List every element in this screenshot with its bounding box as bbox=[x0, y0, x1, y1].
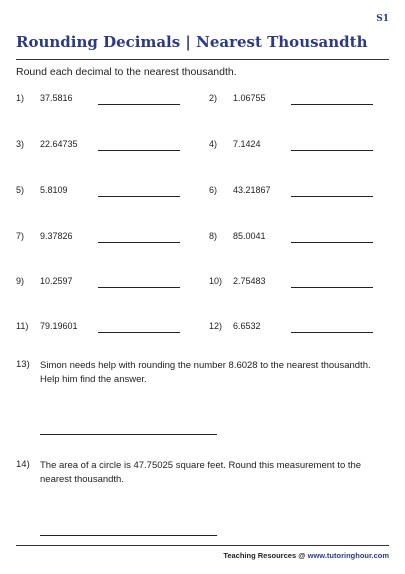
answer-line[interactable] bbox=[40, 434, 217, 435]
answer-line[interactable] bbox=[98, 287, 180, 288]
problem-number: 13) bbox=[16, 359, 30, 370]
answer-line[interactable] bbox=[98, 196, 180, 197]
problem-number: 11) bbox=[16, 321, 29, 331]
problem-number: 8) bbox=[209, 231, 218, 241]
problem-number: 6) bbox=[209, 185, 218, 195]
answer-line[interactable] bbox=[98, 104, 180, 105]
problem-number: 12) bbox=[209, 321, 223, 331]
problem-number: 1) bbox=[16, 93, 25, 103]
worksheet-code: S1 bbox=[376, 14, 389, 24]
footer-credit bbox=[223, 551, 389, 560]
problem-value: 22.64735 bbox=[40, 139, 78, 149]
word-problem-13 bbox=[16, 359, 389, 439]
page-title: Rounding Decimals | Nearest Thousandth bbox=[16, 33, 368, 51]
answer-line[interactable] bbox=[291, 242, 373, 243]
problem-number: 2) bbox=[209, 93, 218, 103]
answer-line[interactable] bbox=[98, 242, 180, 243]
problem-value: 2.75483 bbox=[233, 276, 266, 286]
problem-number: 10) bbox=[209, 276, 223, 286]
problem-text: Simon needs help with rounding the number 8.6028 to the nearest thousandth. Help him find the answer. bbox=[40, 360, 371, 385]
problem-value: 85.0041 bbox=[233, 231, 266, 241]
footer-label: Teaching Resources @ bbox=[223, 551, 308, 560]
answer-line[interactable] bbox=[40, 535, 217, 536]
answer-line[interactable] bbox=[291, 104, 373, 105]
answer-line[interactable] bbox=[291, 287, 373, 288]
problem-value: 10.2597 bbox=[40, 276, 73, 286]
answer-line[interactable] bbox=[291, 150, 373, 151]
problem-value: 5.8109 bbox=[40, 185, 68, 195]
problem-value: 1.06755 bbox=[233, 93, 266, 103]
problem-value: 37.5816 bbox=[40, 93, 73, 103]
problem-number: 4) bbox=[209, 139, 218, 149]
answer-line[interactable] bbox=[291, 332, 373, 333]
problem-value: 6.6532 bbox=[233, 321, 261, 331]
problem-value: 9.37826 bbox=[40, 231, 73, 241]
problem-value: 79.19601 bbox=[40, 321, 78, 331]
problem-number: 14) bbox=[16, 459, 30, 470]
answer-line[interactable] bbox=[98, 150, 180, 151]
instructions: Round each decimal to the nearest thousandth. bbox=[16, 66, 237, 78]
problem-number: 9) bbox=[16, 276, 25, 286]
title-rule bbox=[16, 59, 389, 60]
footer-site-link[interactable]: www.tutoringhour.com bbox=[307, 551, 389, 560]
problem-number: 7) bbox=[16, 231, 25, 241]
word-problem-14 bbox=[16, 459, 389, 539]
footer-rule bbox=[16, 545, 389, 546]
problem-text: The area of a circle is 47.75025 square feet. Round this measurement to the nearest thousandth. bbox=[40, 460, 362, 485]
answer-line[interactable] bbox=[291, 196, 373, 197]
answer-line[interactable] bbox=[98, 332, 180, 333]
problem-value: 7.1424 bbox=[233, 139, 261, 149]
problem-value: 43.21867 bbox=[233, 185, 271, 195]
problem-number: 5) bbox=[16, 185, 25, 195]
problem-number: 3) bbox=[16, 139, 25, 149]
